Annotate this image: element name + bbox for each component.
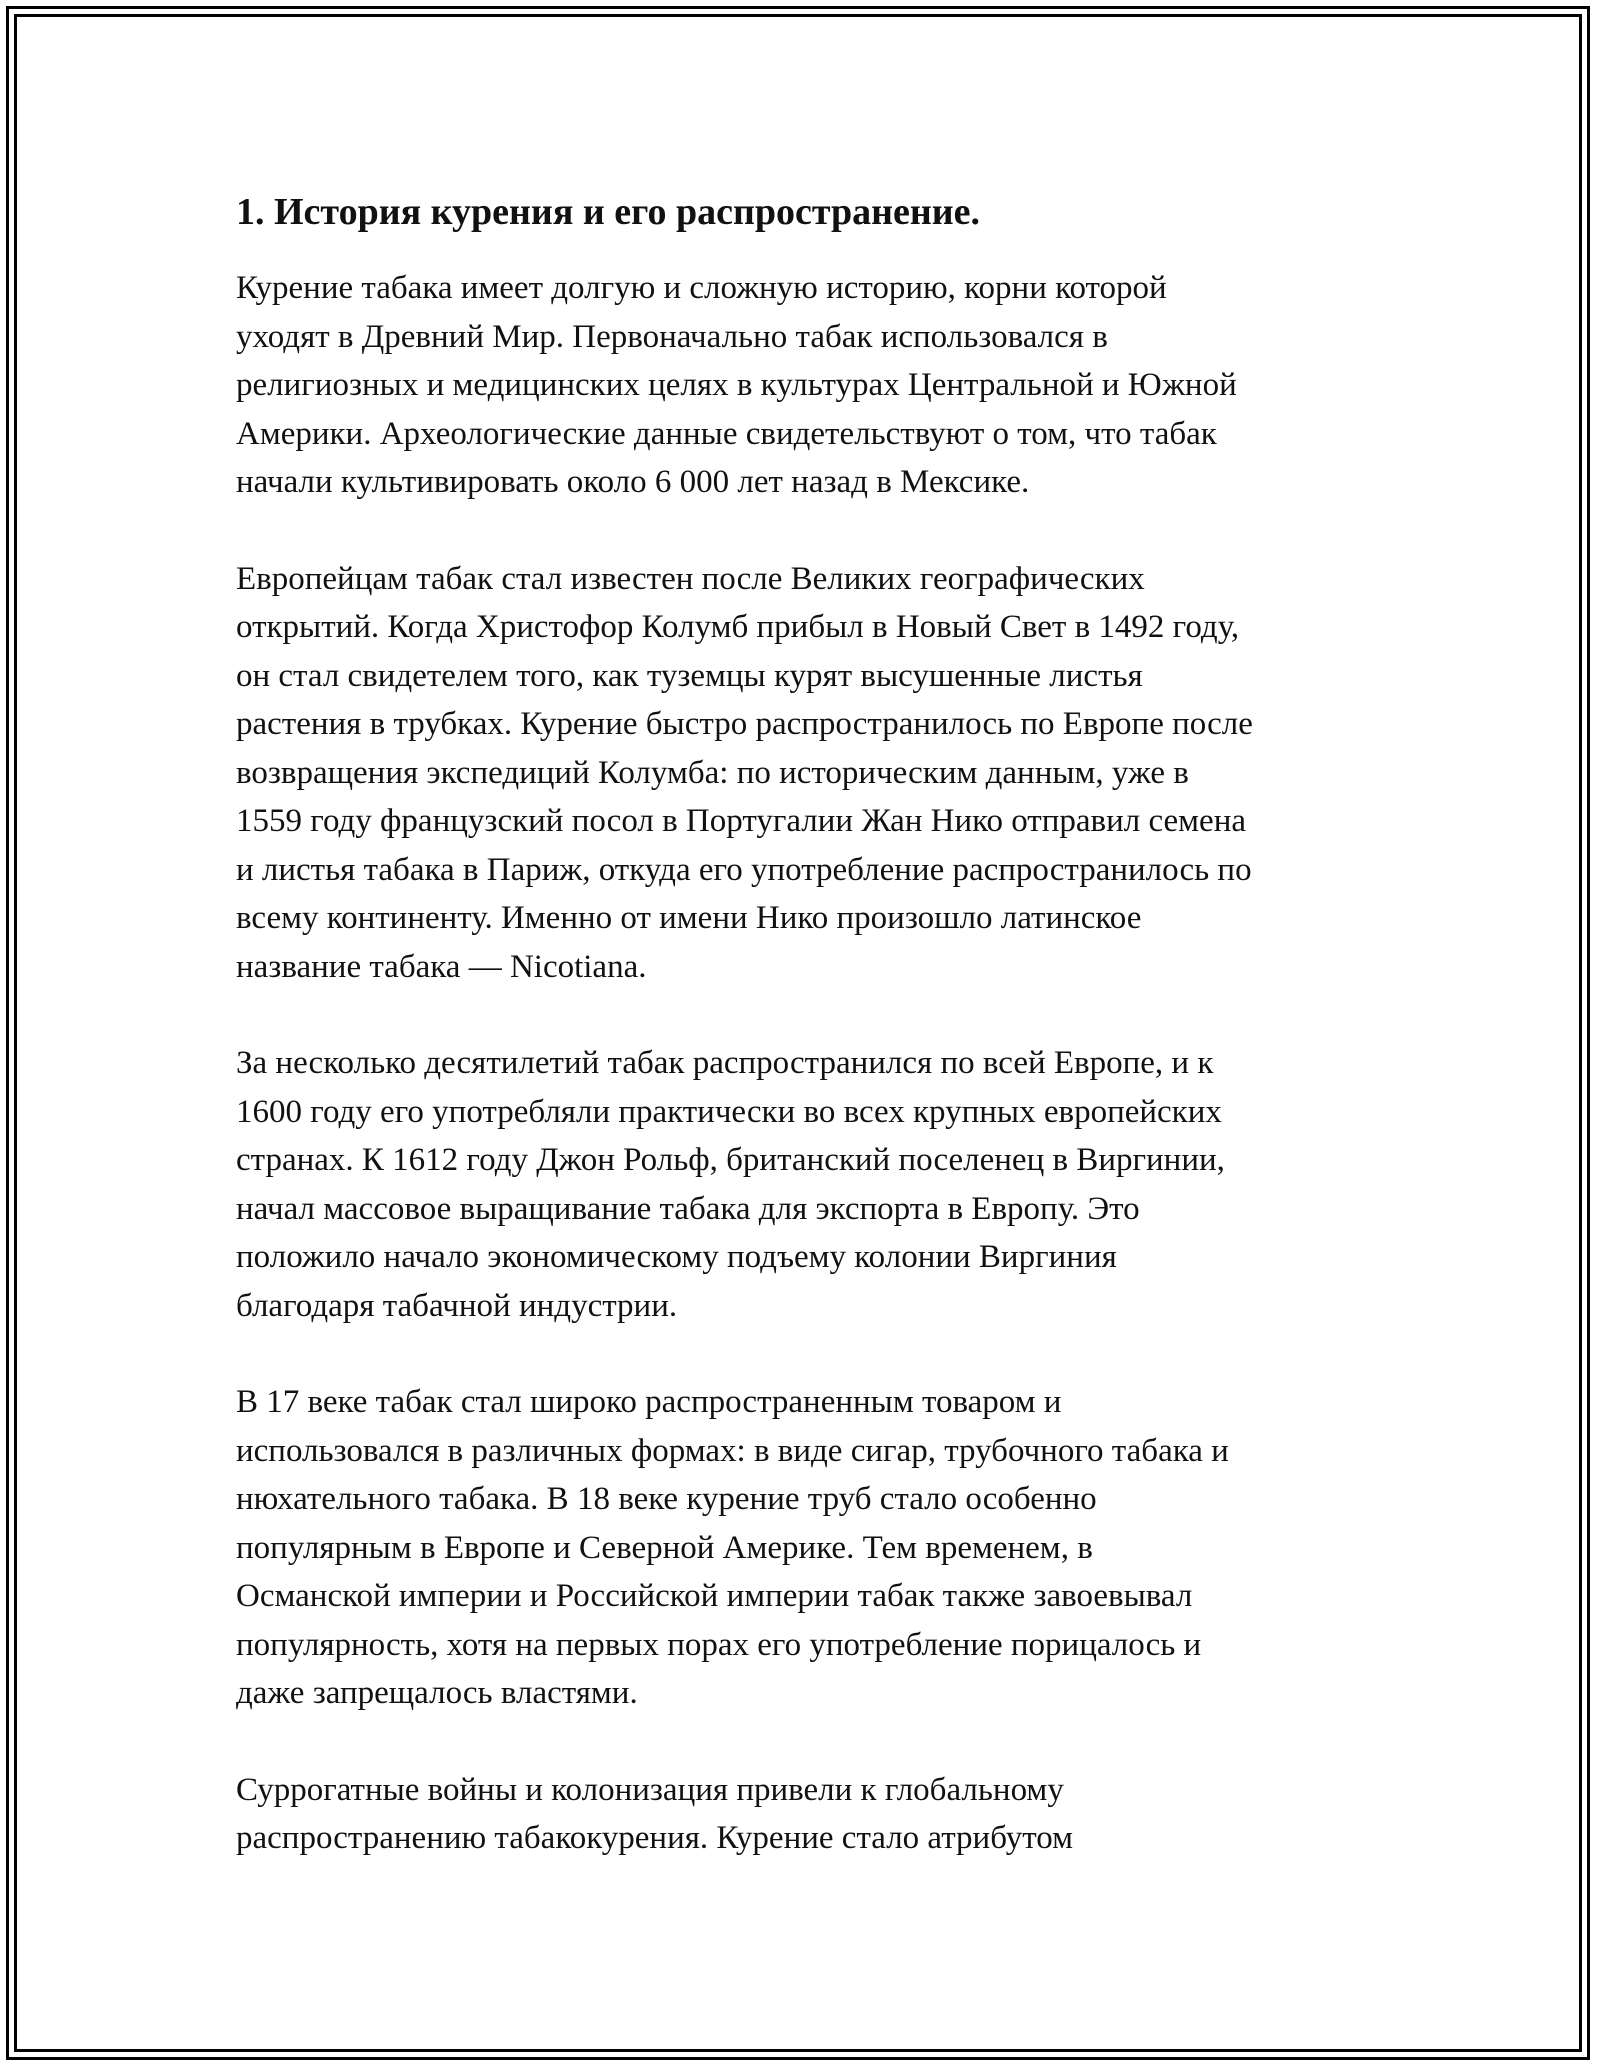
text-line: всему континенту. Именно от имени Нико произошло латинское	[236, 900, 1142, 936]
text-line: уходят в Древний Мир. Первоначально табак использовался в	[236, 318, 1108, 355]
text-line: даже запрещалось властями.	[236, 1675, 638, 1711]
paragraph-4	[236, 1378, 1396, 1718]
text-line: популярным в Европе и Северной Америке. Тем временем, в	[236, 1529, 1093, 1566]
text-line: название табака — Nicotiana.	[236, 948, 647, 985]
text-line: использовался в различных формах: в виде сигар, трубочного табака и	[236, 1432, 1229, 1469]
text-line: начал массовое выращивание табака для экспорта в Европу. Это	[236, 1190, 1140, 1227]
text-line: открытий. Когда Христофор Колумб прибыл в Новый Свет в 1492 году,	[236, 609, 1240, 645]
text-line: он стал свидетелем того, как туземцы курят высушенные листья	[236, 657, 1143, 694]
text-line: распространению табакокурения. Курение стало атрибутом	[236, 1820, 1073, 1856]
paragraph-5	[236, 1766, 1396, 1863]
text-line: религиозных и медицинских целях в культурах Центральной и Южной	[236, 367, 1237, 403]
paragraph-3	[236, 1039, 1396, 1330]
text-line: Америки. Археологические данные свидетельствуют о том, что табак	[236, 415, 1217, 452]
section-heading: 1. История курения и его распространение.	[236, 191, 981, 233]
text-line: Европейцам табак стал известен после Великих географических	[236, 560, 1145, 597]
text-line: начали культивировать около 6 000 лет назад в Мексике.	[236, 464, 1030, 500]
text-line: 1559 году французский посол в Португалии Жан Нико отправил семена	[236, 803, 1247, 839]
paragraph-2	[236, 555, 1396, 992]
text-line: популярность, хотя на первых порах его употребление порицалось и	[236, 1626, 1202, 1663]
text-line: нюхательного табака. В 18 веке курение труб стало особенно	[236, 1481, 1097, 1517]
text-line: В 17 веке табак стал широко распространенным товаром и	[236, 1384, 1062, 1420]
text-line: странах. К 1612 году Джон Рольф, британский поселенец в Виргинии,	[236, 1142, 1225, 1178]
text-line: и листья табака в Париж, откуда его употребление распространилось по	[236, 851, 1252, 888]
text-line: возвращения экспедиций Колумба: по историческим данным, уже в	[236, 754, 1189, 791]
text-line: Курение табака имеет долгую и сложную историю, корни которой	[236, 270, 1167, 306]
text-line: 1600 году его употребляли практически во всех крупных европейских	[236, 1093, 1222, 1130]
text-line: За несколько десятилетий табак распространился по всей Европе, и к	[236, 1045, 1214, 1081]
text-line: положило начало экономическому подъему колонии Виргиния	[236, 1239, 1117, 1275]
document-page	[236, 188, 1396, 1911]
paragraph-1	[236, 264, 1396, 507]
text-line: растения в трубках. Курение быстро распространилось по Европе после	[236, 706, 1253, 742]
text-line: Османской империи и Российской империи табак также завоевывал	[236, 1578, 1193, 1614]
text-line: Суррогатные войны и колонизация привели к глобальному	[236, 1771, 1064, 1808]
text-line: благодаря табачной индустрии.	[236, 1287, 678, 1324]
